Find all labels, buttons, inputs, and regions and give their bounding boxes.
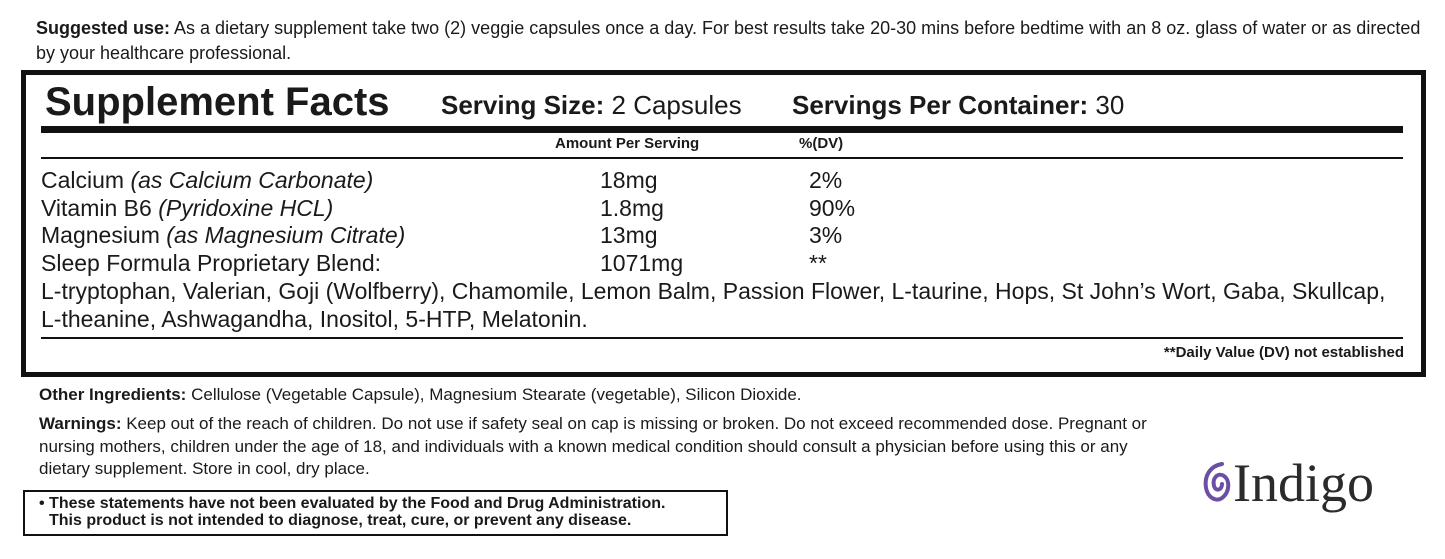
supplement-facts-title: Supplement Facts xyxy=(45,80,390,124)
servings-per-label: Servings Per Container: xyxy=(792,90,1089,120)
serving-size-value: 2 Capsules xyxy=(604,90,742,120)
suggested-use-text: As a dietary supplement take two (2) veggie capsules once a day. For best results take 20-30 mins before bedtime with an 8 oz. glass of water or as directed by your healthcare professional. xyxy=(36,18,1421,63)
serving-size xyxy=(441,89,742,121)
column-header-dv: %(DV) xyxy=(799,135,844,152)
nutrient-amount: 13mg xyxy=(600,222,658,248)
thin-divider xyxy=(41,157,1403,159)
nutrient-source: (Pyridoxine HCL) xyxy=(158,195,334,221)
other-ingredients-text: Cellulose (Vegetable Capsule), Magnesium Stearate (vegetable), Silicon Dioxide. xyxy=(186,385,802,404)
servings-per-container xyxy=(792,89,1124,121)
nutrient-name xyxy=(41,166,373,194)
daily-value-note: **Daily Value (DV) not established xyxy=(1163,344,1404,361)
nutrient-source: (as Magnesium Citrate) xyxy=(166,222,406,248)
nutrient-label: Sleep Formula Proprietary Blend: xyxy=(41,250,382,276)
suggested-use xyxy=(36,16,1426,66)
nutrient-name xyxy=(41,221,405,249)
thin-divider-bottom xyxy=(41,337,1403,339)
nutrient-amount: 1.8mg xyxy=(600,195,664,221)
thick-divider xyxy=(41,126,1403,133)
brand-logo: Indigo xyxy=(1233,453,1374,513)
disclaimer-line-1: • These statements have not been evaluated by the Food and Drug Administration. xyxy=(39,495,666,512)
servings-per-value: 30 xyxy=(1088,90,1125,120)
suggested-use-label: Suggested use: xyxy=(36,18,171,38)
warnings xyxy=(39,413,1169,481)
indigo-logo-icon xyxy=(1200,458,1236,506)
disclaimer-line-2: This product is not intended to diagnose, treat, cure, or prevent any disease. xyxy=(49,512,632,529)
nutrient-name xyxy=(41,249,381,277)
nutrient-amount: 1071mg xyxy=(600,250,684,276)
serving-size-label: Serving Size: xyxy=(441,90,605,120)
blend-ingredients: L-tryptophan, Valerian, Goji (Wolfberry), Chamomile, Lemon Balm, Passion Flower, L-taurine, Hops, St John’s Wort, Gaba, Skullcap, L-theanine, Ashwagandha, Inositol, 5-HTP, Melatonin. xyxy=(41,278,1386,332)
nutrient-dv: 90% xyxy=(809,195,856,221)
nutrient-dv: ** xyxy=(809,250,827,276)
nutrient-dv: 2% xyxy=(809,167,843,193)
nutrient-name xyxy=(41,194,333,222)
column-header-amount: Amount Per Serving xyxy=(555,135,700,152)
other-ingredients-label: Other Ingredients: xyxy=(39,385,187,404)
nutrient-label: Calcium xyxy=(41,167,131,193)
nutrient-label: Vitamin B6 xyxy=(41,195,159,221)
nutrient-dv: 3% xyxy=(809,222,843,248)
other-ingredients xyxy=(39,384,802,406)
nutrient-label: Magnesium xyxy=(41,222,167,248)
nutrient-source: (as Calcium Carbonate) xyxy=(130,167,374,193)
warnings-text: Keep out of the reach of children. Do not use if safety seal on cap is missing or broken. Do not exceed recommended dose. Pregnant or nursing mothers, children under the age of 18, and individuals with a known medical condition should consult a physician before using this or any dietary supplement. Store in cool, dry place. xyxy=(39,414,1147,478)
warnings-label: Warnings: xyxy=(39,414,122,433)
nutrient-amount: 18mg xyxy=(600,167,658,193)
fda-disclaimer xyxy=(39,495,665,529)
